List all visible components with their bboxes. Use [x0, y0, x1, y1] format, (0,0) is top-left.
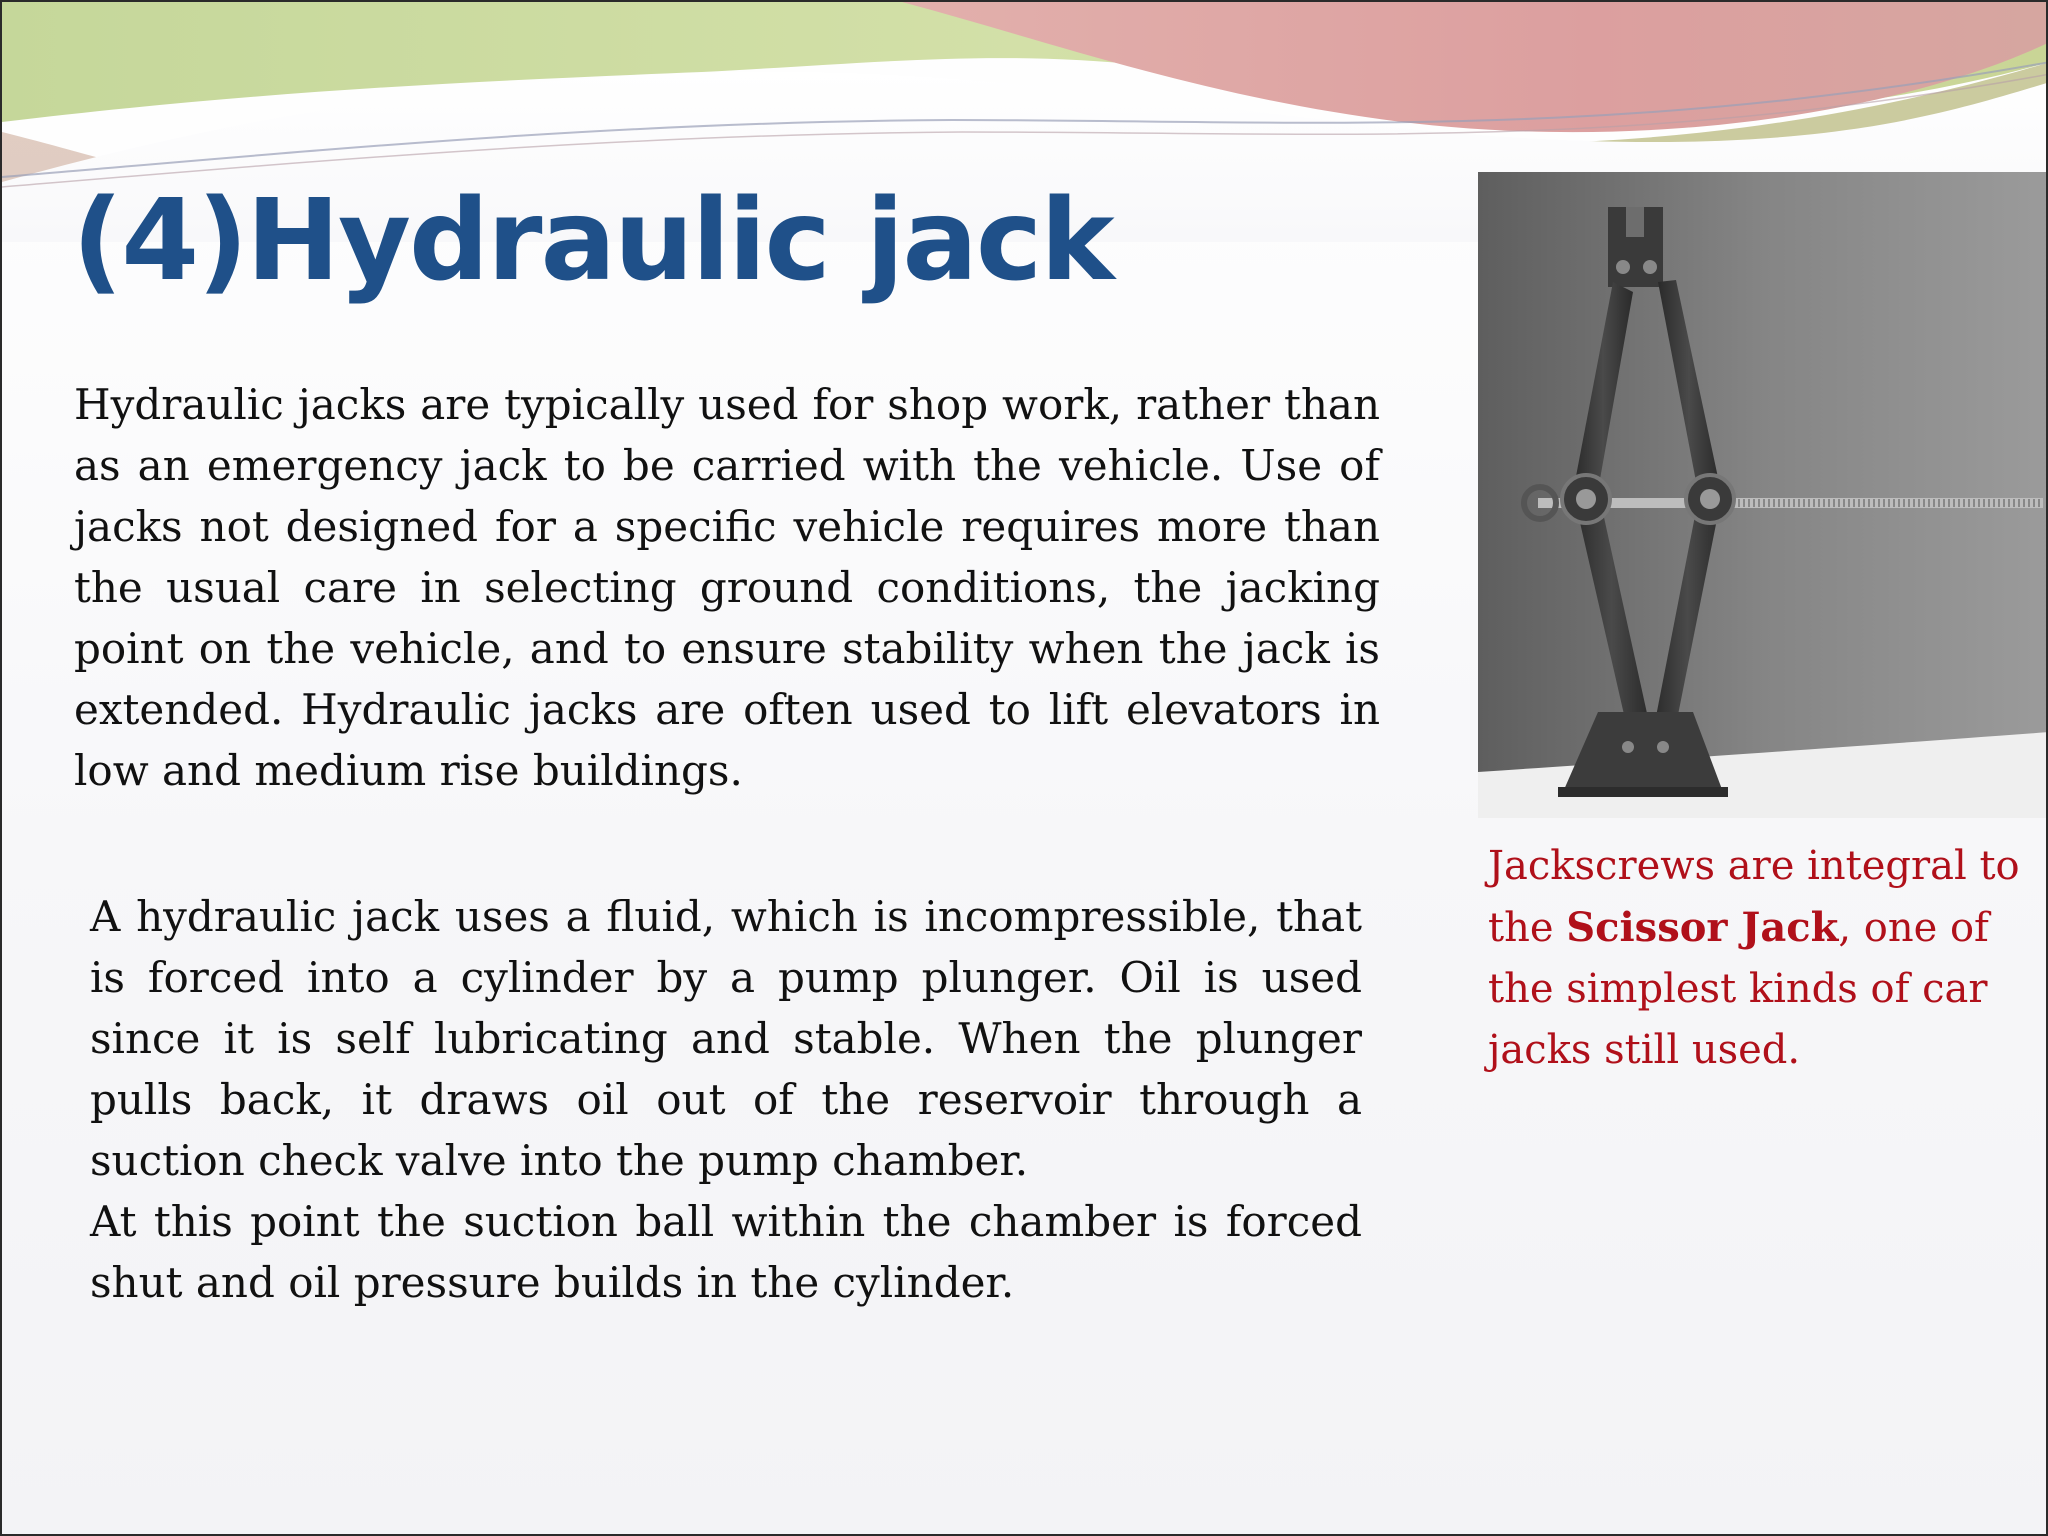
scissor-jack-icon — [1478, 172, 2048, 818]
paragraph-hydraulic-jack-operation — [90, 886, 1362, 1313]
paragraph-hydraulic-jack-uses: Hydraulic jacks are typically used for shop work, rather than as an emergency jack to be carried with the vehicle. Use of jacks not designed for a specific vehicle requires more than the usual care in selecting ground conditions, the jacking point on the vehicle, and to ensure stability when the jack is extended. Hydraulic jacks are often used to lift elevators in low and medium rise buildings. — [74, 380, 1380, 795]
caption-bold-term: Scissor Jack — [1566, 904, 1839, 951]
scissor-jack-caption — [1488, 836, 2028, 1081]
caption-text-before: Jackscrews are integral to the — [1488, 843, 2020, 951]
slide-title: (4)Hydraulic jack — [72, 176, 1113, 306]
operation-text-part2: At this point the suction ball within the chamber is forced shut and oil pressure builds in the cylinder. — [90, 1197, 1362, 1307]
operation-text-part1: A hydraulic jack uses a fluid, which is incompressible, that is forced into a cylinder by a pump plunger. Oil is used since it is self lubricating and stable. When the plunger pulls back, it draws oil out of the reservoir through a suction check valve into the pump chamber. — [90, 892, 1362, 1185]
scissor-jack-photo — [1478, 172, 2048, 818]
caption-text-after: , one of the simplest kinds of car jacks still used. — [1488, 905, 1989, 1073]
